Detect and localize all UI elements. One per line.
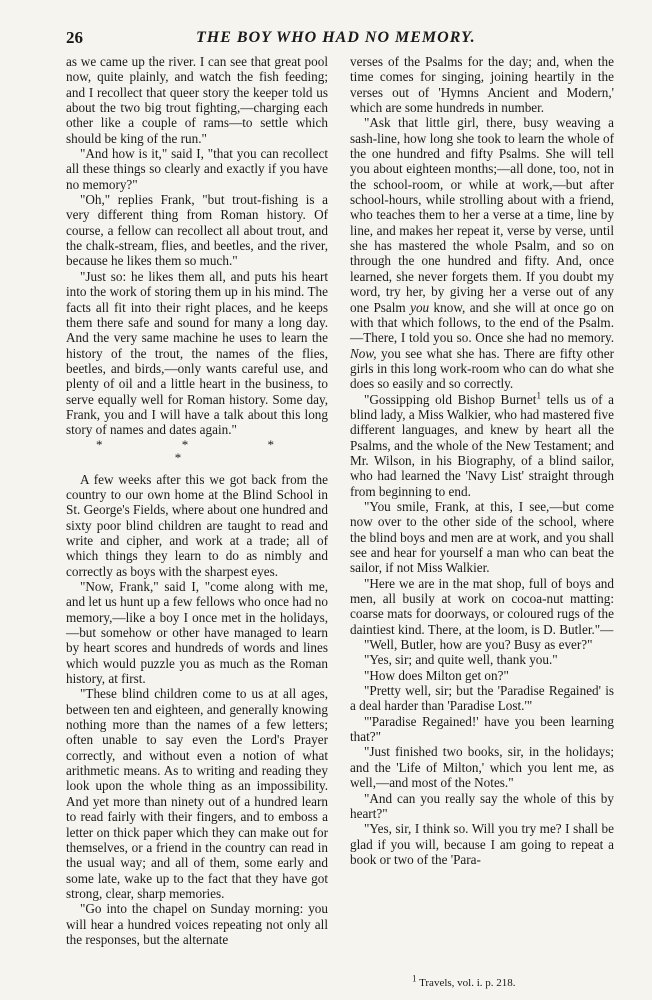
paragraph: A few weeks after this we got back from the country to our own home at the Blind School in St. George's Fields, where about one hundred and sixty poor blind children are taught to read and write and cipher, and work at a trade; all of which things they learn to do as nimbly and correctly as boys with the sharpest eyes. bbox=[66, 471, 328, 579]
paragraph bbox=[350, 115, 614, 391]
paragraph: "Just so: he likes them all, and puts his heart into the work of storing them up in his mind. The facts all fit into their right places, and he keeps them there safe and sound for many a long day. And the very same machine he uses to learn the history of the trout, the names of the flies, beetles, and birds,—only wants careful use, and plenty of oil and a little heart in the business, to serve equally well for Roman history. Some day, Frank, you and I will have a talk about this long story of names and dates again." bbox=[66, 268, 328, 438]
text-run: tells us of a blind lady, a Miss Walkier, who had mastered five different languages, and knew by heart all the Psalms, and the whole of the New Testament; and Mr. Wilson, in his Biography, of a blind sailor, who had learned the 'Navy List' straight through from beginning to end. bbox=[350, 391, 614, 499]
paragraph: "Oh," replies Frank, "but trout-fishing is a very different thing from Roman history. Of course, a fellow can recollect all about trout, and the chalk-stream, flies, and beetles, and the river, because he likes them so much." bbox=[66, 192, 328, 269]
footnote-text: Travels, vol. i. p. 218. bbox=[419, 977, 516, 989]
paragraph: "Well, Butler, how are you? Busy as ever?" bbox=[364, 637, 593, 653]
left-column bbox=[66, 54, 328, 947]
paragraph: "You smile, Frank, at this, I see,—but come now over to the other side of the school, where the blind boys and men are at work, and you shall see and hear for yourself a man who can beat the sailor, if not Miss Walkier. bbox=[350, 498, 614, 576]
paragraph: "'Paradise Regained!' have you been learning that?" bbox=[350, 713, 614, 745]
footnote-reference: 1 bbox=[536, 390, 541, 401]
paragraph: "And can you really say the whole of this by heart?" bbox=[350, 790, 614, 821]
paragraph bbox=[350, 392, 614, 499]
paragraph: "How does Milton get on?" bbox=[364, 667, 509, 683]
paragraph: "Yes, sir, I think so. Will you try me? I shall be glad if you will, because I am going to repeat a book or two of the 'Para- bbox=[350, 821, 614, 867]
section-break-stars: * * * * bbox=[96, 436, 312, 465]
paragraph: "And how is it," said I, "that you can recollect all these things so clearly and exactly if you have no memory?" bbox=[66, 146, 328, 192]
paragraph: verses of the Psalms for the day; and, when the time comes for singing, joining heartily in the verses out of 'Hymns Ancient and Modern,' which are some hundreds in number. bbox=[350, 54, 614, 116]
page-number: 26 bbox=[66, 28, 83, 47]
text-run: know, and she will at once go on with that which follows, to the end of the Psalm.—There, I told you so. Once she had no memory. bbox=[350, 299, 615, 346]
footnote bbox=[412, 973, 516, 989]
text-run: "Gossipping old Bishop Burnet bbox=[364, 391, 537, 407]
paragraph: "Pretty well, sir; but the 'Paradise Regained' is a deal harder than 'Paradise Lost.'" bbox=[350, 683, 614, 714]
paragraph: "Yes, sir; and quite well, thank you." bbox=[364, 652, 558, 668]
right-column bbox=[350, 54, 614, 867]
emphasis: Now, bbox=[350, 345, 377, 361]
text-run: you see what she has. There are fifty other girls in this long work-room who can do what she does so easily and so correctly. bbox=[350, 345, 614, 392]
paragraph: "Now, Frank," said I, "come along with me, and let us hunt up a few fellows who once had no memory,—like a boy I once met in the holidays,—but somehow or other have managed to learn by heart scores and hundreds of words and lines which would puzzle you as much as the Roman history, at first. bbox=[66, 579, 328, 687]
paragraph: "Go into the chapel on Sunday morning: you will hear a hundred voices repeating not only all the responses, but the alternate bbox=[66, 901, 328, 947]
text-run: "Ask that little girl, there, busy weaving a sash-line, how long she took to learn the whole of the one hundred and fifty Psalms. She will tell you about eighteen months;—all done, too, not in the school-room, or while at work,—but after school-hours, while strolling about with a friend, who teaches them to her a verse at a time, line by line, and makes her repeat it, verse by verse, until she has mastered the whole Psalm, and so on through the one hundred and fifty. And, once learned, she never forgets them. If you doubt my word, try her, by giving her a verse out of any one Psalm bbox=[350, 115, 614, 315]
running-title: THE BOY WHO HAD NO MEMORY. bbox=[196, 29, 476, 46]
paragraph: as we came up the river. I can see that great pool now, quite plainly, and watch the fish feeding; and I recollect that queer story the keeper told us about the two big trout fighting,—charging each other like a couple of rams—to settle which should be king of the run." bbox=[66, 54, 328, 146]
paragraph: "These blind children come to us at all ages, between ten and eighteen, and generally knowing nothing more than the names of a few letters; often unable to say even the Lord's Prayer correctly, and without even a notion of what arithmetic means. As to writing and reading they look upon the whole thing as an impossibility. And yet more than ninety out of a hundred learn to read fairly with their fingers, and to emboss a letter on thick paper which they can make out for themselves, or a friend in the country can read in the usual way; and all of them, some early and some late, wake up to the fact that they have got strong, clear, sharp memories. bbox=[66, 686, 328, 901]
paragraph: "Just finished two books, sir, in the holidays; and the 'Life of Milton,' which you lent me, as well,—and most of the Notes." bbox=[350, 744, 614, 791]
emphasis: you bbox=[410, 299, 430, 315]
page-header bbox=[66, 28, 606, 52]
footnote-marker: 1 bbox=[412, 973, 417, 984]
paragraph: "Here we are in the mat shop, full of boys and men, all busily at work on cocoa-nut matting: coarse mats for doorways, or coloured rugs of the daintiest kind. There, at the loom, is D. Butler."— bbox=[350, 575, 614, 637]
